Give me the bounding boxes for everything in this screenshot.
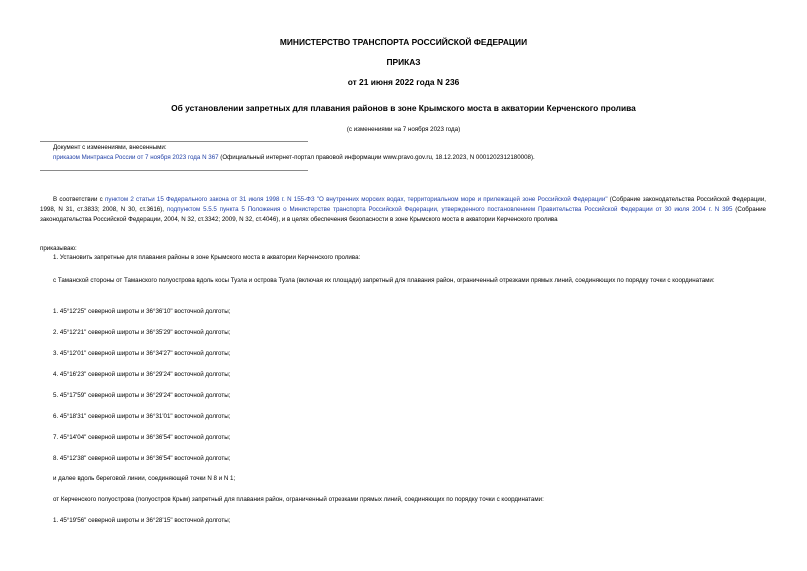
separator-top [40, 141, 308, 142]
preamble-paragraph [40, 195, 766, 225]
point-taman-7: 7. 45°14'04" северной широты и 36°36'54" восточной долготы; [53, 434, 231, 441]
point-taman-1: 1. 45°12'25" северной широты и 36°36'10" восточной долготы; [53, 308, 231, 315]
point-taman-8: 8. 45°12'38" северной широты и 36°36'54" восточной долготы; [53, 455, 231, 462]
document-title: Об установлении запретных для плавания районов в зоне Крымского моста в акватории Керченского пролива [171, 103, 636, 113]
revision-note: (с изменениями на 7 ноября 2023 года) [346, 126, 461, 133]
separator-bottom [40, 170, 308, 171]
kerch-intro: от Керченского полуострова (полуостров Крым) запретный для плавания район, ограниченный отрезками прямых линий, соединяющих по порядку точки с координатами: [53, 496, 544, 503]
taman-intro: с Таманской стороны от Таманского полуострова вдоль косы Тузла и острова Тузла (включая их площади) запретный для плавания район, ограниченный отрезками прямых линий, соединяющих по порядку точки с координатами: [53, 277, 715, 284]
regulation-link[interactable]: подпунктом 5.5.5 пункта 5 Положения о Министерстве транспорта Российской Федерации, утвержденного постановлением Правительства Российской Федерации от 30 июля 2004 г. N 395 [166, 206, 733, 213]
point-kerch-1: 1. 45°19'56" северной широты и 36°28'15" восточной долготы; [53, 517, 231, 524]
point-taman-4: 4. 45°16'23" северной широты и 36°29'24" восточной долготы; [53, 371, 231, 378]
preamble-text-1: В соответствии с [53, 196, 105, 203]
changes-source: (Официальный интернет-портал правовой информации www.pravo.gov.ru, 18.12.2023, N 0001202312180008). [218, 154, 535, 161]
date-number-heading: от 21 июня 2022 года N 236 [347, 77, 460, 87]
point-taman-6: 6. 45°18'31" северной широты и 36°31'01" восточной долготы; [53, 413, 231, 420]
amendment-link[interactable]: приказом Минтранса России от 7 ноября 2023 года N 367 [53, 154, 219, 161]
federal-law-link[interactable]: пунктом 2 статьи 15 Федерального закона от 31 июля 1998 г. N 155-ФЗ "О внутренних морских водах, территориальном море и прилежащей зоне Российской Федерации" [105, 196, 608, 203]
changes-line [53, 153, 535, 163]
point-taman-3: 3. 45°12'01" северной широты и 36°34'27" восточной долготы; [53, 350, 231, 357]
preamble-text-2: (Собрание законодательства Российской Федерации, 1998, N 31, ст.3833; 2008, N 30, ст.3616), [40, 196, 766, 213]
ministry-heading: МИНИСТЕРСТВО ТРАНСПОРТА РОССИЙСКОЙ ФЕДЕРАЦИИ [279, 37, 528, 47]
changes-label: Документ с изменениями, внесенными: [53, 144, 167, 151]
doc-type-heading: ПРИКАЗ [386, 57, 421, 67]
item-1: 1. Установить запретные для плавания районы в зоне Крымского моста в акватории Керченского пролива: [53, 254, 361, 261]
order-word: приказываю: [40, 245, 77, 252]
point-taman-5: 5. 45°17'59" северной широты и 36°29'24" восточной долготы; [53, 392, 231, 399]
point-taman-2: 2. 45°12'21" северной широты и 36°35'29" восточной долготы; [53, 329, 231, 336]
preamble-text-3: (Собрание законодательства Российской Федерации, 2004, N 32, ст.3342; 2009, N 32, ст.4046), и в целях обеспечения безопасности в зоне Крымского моста в акватории Керченского пролива [40, 206, 767, 223]
coast-line-note: и далее вдоль береговой линии, соединяющей точки N 8 и N 1; [53, 475, 236, 482]
